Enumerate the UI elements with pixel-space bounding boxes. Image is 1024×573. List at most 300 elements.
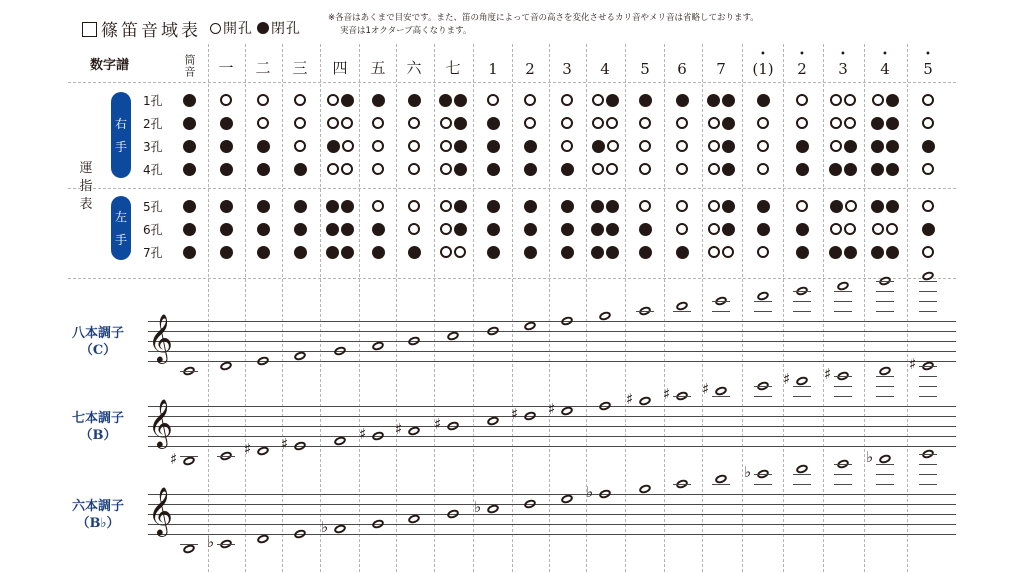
closed-hole-icon	[524, 246, 537, 259]
open-hole-icon	[676, 200, 688, 212]
ledger-line	[876, 291, 894, 292]
closed-hole-icon	[722, 200, 735, 213]
ledger-line	[919, 454, 937, 455]
staff-line	[148, 351, 956, 352]
column-header-label: 3	[838, 60, 848, 78]
column-header-label: 六	[406, 59, 422, 77]
closed-hole-icon	[439, 94, 452, 107]
fingering-cell	[473, 92, 513, 108]
flat-icon: ♭	[321, 518, 329, 536]
fingering-cell	[320, 161, 360, 177]
open-hole-icon	[561, 94, 573, 106]
ledger-line	[834, 396, 852, 397]
closed-hole-icon	[454, 140, 467, 153]
open-hole-icon	[454, 246, 466, 258]
ledger-line	[876, 474, 894, 475]
fingering-cell	[358, 161, 398, 177]
fingering-cell	[823, 115, 863, 131]
ledger-line	[793, 396, 811, 397]
fingering-cell	[358, 244, 398, 260]
treble-clef-icon: 𝄞	[148, 486, 173, 535]
closed-hole-icon	[722, 117, 735, 130]
fingering-cell	[662, 161, 702, 177]
sharp-icon: ♯	[170, 450, 178, 468]
open-hole-icon	[845, 200, 857, 212]
closed-hole-icon	[844, 246, 857, 259]
open-hole-icon	[327, 163, 339, 175]
fingering-cell	[782, 92, 822, 108]
closed-hole-icon	[487, 246, 500, 259]
fingering-cell	[701, 244, 741, 260]
staff-rokuhon	[148, 486, 956, 536]
fingering-cell	[358, 92, 398, 108]
open-hole-icon	[757, 117, 769, 129]
ledger-line	[919, 301, 937, 302]
closed-hole-icon	[341, 246, 354, 259]
closed-hole-icon	[796, 163, 809, 176]
fingering-cell	[823, 138, 863, 154]
left-hand-badge	[111, 196, 131, 260]
open-hole-icon	[294, 140, 306, 152]
fingering-cell	[908, 138, 948, 154]
ledger-line	[919, 366, 937, 367]
closed-hole-icon	[183, 246, 196, 259]
closed-hole-icon	[257, 140, 270, 153]
staff-line	[148, 426, 956, 427]
fingering-cell	[743, 138, 783, 154]
column-header	[627, 44, 663, 84]
closed-hole-icon	[592, 140, 605, 153]
open-hole-icon	[639, 163, 651, 175]
flat-icon: ♭	[207, 533, 215, 551]
left-hand-label-top: 左	[114, 210, 127, 224]
column-header-label: 3	[562, 60, 572, 78]
ledger-line	[919, 464, 937, 465]
column-header	[825, 44, 861, 84]
closed-hole-icon	[829, 246, 842, 259]
staff-line	[148, 514, 956, 515]
legend-closed-label: 閉孔	[271, 21, 301, 37]
column-header	[867, 44, 903, 84]
ledger-line	[673, 396, 691, 397]
fingering-cell	[243, 115, 283, 131]
closed-hole-icon	[722, 163, 735, 176]
fingering-cell	[782, 198, 822, 214]
closed-hole-icon	[606, 94, 619, 107]
key-name: 八本調子	[71, 326, 124, 341]
column-header-label: 1	[488, 60, 498, 78]
fingering-cell	[743, 221, 783, 237]
fingering-cell	[433, 115, 473, 131]
sharp-icon: ♯	[244, 440, 252, 458]
ledger-line	[919, 291, 937, 292]
fingering-cell	[510, 92, 550, 108]
closed-hole-icon	[372, 223, 385, 236]
fingering-cell	[782, 244, 822, 260]
open-hole-icon	[757, 140, 769, 152]
row-divider	[68, 188, 956, 189]
ledger-line	[876, 484, 894, 485]
open-hole-icon	[708, 200, 720, 212]
column-header	[512, 44, 548, 84]
open-hole-icon	[440, 246, 452, 258]
open-hole-icon	[327, 117, 339, 129]
closed-hole-icon	[561, 163, 574, 176]
open-hole-icon	[872, 223, 884, 235]
footnote	[328, 12, 759, 38]
closed-hole-icon	[372, 246, 385, 259]
fingering-cell	[547, 92, 587, 108]
flat-icon: ♭	[744, 463, 752, 481]
square-icon	[82, 22, 97, 37]
fingering-cell	[547, 221, 587, 237]
treble-clef-icon: 𝄞	[148, 398, 173, 447]
fingering-cell	[394, 161, 434, 177]
number-notation-label: 数字譜	[90, 58, 130, 73]
column-header	[664, 44, 700, 84]
open-hole-icon	[676, 140, 688, 152]
open-hole-icon	[440, 200, 452, 212]
fingering-cell	[280, 92, 320, 108]
ledger-line	[834, 376, 852, 377]
open-hole-icon	[561, 117, 573, 129]
fingering-table-label	[78, 160, 94, 214]
ledger-line	[636, 311, 654, 312]
open-hole-icon	[592, 94, 604, 106]
closed-hole-icon	[183, 117, 196, 130]
open-hole-icon	[327, 94, 339, 106]
fingering-cell	[358, 115, 398, 131]
key-label	[58, 325, 138, 359]
open-hole-icon	[210, 23, 221, 34]
open-hole-icon	[708, 117, 720, 129]
closed-hole-icon	[257, 246, 270, 259]
closed-hole-icon	[707, 94, 720, 107]
ledger-line	[754, 484, 772, 485]
fingering-cell	[743, 198, 783, 214]
ledger-line	[180, 371, 198, 372]
fingering-cell	[394, 221, 434, 237]
closed-hole-icon	[886, 140, 899, 153]
closed-hole-icon	[326, 200, 339, 213]
ledger-line	[180, 544, 198, 545]
fingering-cell	[473, 244, 513, 260]
open-hole-icon	[676, 117, 688, 129]
closed-hole-icon	[844, 163, 857, 176]
column-header	[587, 44, 623, 84]
fingering-cell	[433, 198, 473, 214]
open-hole-icon	[796, 94, 808, 106]
hole-label: 4孔	[143, 163, 163, 177]
ledger-line	[834, 291, 852, 292]
fingering-cell	[908, 198, 948, 214]
ledger-line	[754, 386, 772, 387]
legend	[210, 18, 301, 38]
ledger-line	[876, 281, 894, 282]
fingering-cell	[823, 221, 863, 237]
fingering-cell	[394, 92, 434, 108]
fingering-cell	[662, 92, 702, 108]
fingering-cell	[206, 244, 246, 260]
fingering-cell	[320, 115, 360, 131]
closed-hole-icon	[722, 94, 735, 107]
closed-hole-icon	[871, 246, 884, 259]
staff-line	[148, 331, 956, 332]
ledger-line	[876, 464, 894, 465]
column-header	[245, 44, 281, 84]
closed-hole-icon	[606, 246, 619, 259]
fingering-cell	[743, 92, 783, 108]
closed-hole-icon	[676, 94, 689, 107]
column-header	[910, 44, 946, 84]
fingering-cell	[169, 221, 209, 237]
fingering-cell	[243, 161, 283, 177]
fingering-cell	[701, 221, 741, 237]
ledger-line	[919, 386, 937, 387]
open-hole-icon	[592, 163, 604, 175]
closed-hole-icon	[220, 200, 233, 213]
fingering-cell	[320, 92, 360, 108]
open-hole-icon	[372, 140, 384, 152]
staff-line	[148, 361, 956, 362]
ledger-line	[754, 301, 772, 302]
fingering-cell	[662, 198, 702, 214]
flat-icon: ♭	[474, 498, 482, 516]
fingering-cell	[320, 198, 360, 214]
fingering-cell	[206, 92, 246, 108]
fingering-cell	[743, 161, 783, 177]
ledger-line	[876, 396, 894, 397]
closed-hole-icon	[606, 200, 619, 213]
fingering-cell	[743, 115, 783, 131]
fingering-cell	[625, 92, 665, 108]
closed-hole-icon	[886, 163, 899, 176]
right-hand-label-top: 右	[114, 117, 127, 131]
staff-line	[148, 494, 956, 495]
ledger-line	[673, 311, 691, 312]
open-hole-icon	[922, 200, 934, 212]
fingering-cell	[280, 198, 320, 214]
open-hole-icon	[922, 246, 934, 258]
closed-hole-icon	[454, 223, 467, 236]
staff-hachihon	[148, 313, 956, 363]
closed-hole-icon	[922, 223, 935, 236]
open-hole-icon	[708, 246, 720, 258]
fingering-cell	[510, 138, 550, 154]
hole-label: 3孔	[143, 140, 163, 154]
fingering-cell	[625, 161, 665, 177]
footnote-line-1: ※各音はあくまで目安です。また、笛の角度によって音の高さを変化させるカリ音やメリ音は省略しております。	[328, 13, 759, 23]
sharp-icon: ♯	[281, 435, 289, 453]
closed-hole-icon	[722, 223, 735, 236]
fingering-cell	[473, 198, 513, 214]
sharp-icon: ♯	[702, 380, 710, 398]
fingering-cell	[662, 138, 702, 154]
open-hole-icon	[257, 117, 269, 129]
fingering-cell	[473, 115, 513, 131]
closed-hole-icon	[341, 223, 354, 236]
open-hole-icon	[796, 117, 808, 129]
sharp-icon: ♯	[824, 365, 832, 383]
fingering-cell	[865, 161, 905, 177]
ledger-line	[217, 544, 235, 545]
sharp-icon: ♯	[909, 355, 917, 373]
fingering-cell	[358, 198, 398, 214]
fingering-cell	[585, 115, 625, 131]
treble-clef-icon: 𝄞	[148, 313, 173, 362]
right-hand-label-bottom: 手	[114, 140, 127, 154]
fingering-cell	[547, 244, 587, 260]
fingering-cell	[865, 221, 905, 237]
fingering-cell	[865, 92, 905, 108]
key-pitch: （B♭）	[76, 516, 120, 531]
closed-hole-icon	[524, 223, 537, 236]
closed-hole-icon	[183, 94, 196, 107]
ledger-line	[793, 386, 811, 387]
fingering-cell	[701, 115, 741, 131]
fingering-cell	[473, 221, 513, 237]
ledger-line	[876, 376, 894, 377]
ledger-line	[834, 311, 852, 312]
fingering-cell	[701, 92, 741, 108]
closed-hole-icon	[220, 163, 233, 176]
column-header	[435, 44, 471, 84]
key-name: 七本調子	[71, 411, 124, 426]
column-header-label: 七	[445, 59, 461, 77]
staff-line	[148, 446, 956, 447]
closed-hole-icon	[408, 94, 421, 107]
closed-hole-icon	[639, 223, 652, 236]
closed-hole-icon	[561, 246, 574, 259]
closed-hole-icon	[257, 22, 269, 34]
fingering-cell	[585, 221, 625, 237]
key-name: 六本調子	[71, 499, 124, 514]
key-pitch: （B）	[79, 428, 117, 443]
fingering-cell	[320, 221, 360, 237]
ledger-line	[919, 376, 937, 377]
fingering-cell	[625, 115, 665, 131]
fingering-cell	[585, 161, 625, 177]
sharp-icon: ♯	[511, 405, 519, 423]
closed-hole-icon	[561, 200, 574, 213]
fingering-cell	[625, 244, 665, 260]
open-hole-icon	[372, 163, 384, 175]
fingering-cell	[782, 161, 822, 177]
fingering-cell	[280, 115, 320, 131]
fingering-cell	[625, 198, 665, 214]
closed-hole-icon	[591, 246, 604, 259]
open-hole-icon	[676, 223, 688, 235]
fingering-cell	[547, 115, 587, 131]
fingering-cell	[358, 138, 398, 154]
ledger-line	[712, 311, 730, 312]
octave-dot-icon: •	[799, 49, 805, 60]
fingering-cell	[243, 198, 283, 214]
ledger-line	[793, 291, 811, 292]
column-header	[745, 44, 781, 84]
closed-hole-icon	[220, 246, 233, 259]
sharp-icon: ♯	[663, 385, 671, 403]
ledger-line	[919, 474, 937, 475]
key-label	[58, 498, 138, 532]
closed-hole-icon	[326, 223, 339, 236]
fingering-cell	[394, 138, 434, 154]
open-hole-icon	[844, 94, 856, 106]
open-hole-icon	[639, 200, 651, 212]
closed-hole-icon	[757, 223, 770, 236]
closed-hole-icon	[341, 94, 354, 107]
open-hole-icon	[592, 117, 604, 129]
column-header-label: 一	[218, 59, 234, 77]
closed-hole-icon	[183, 223, 196, 236]
open-hole-icon	[722, 246, 734, 258]
fingering-cell	[908, 221, 948, 237]
fingering-cell	[473, 138, 513, 154]
fingering-cell	[662, 115, 702, 131]
sharp-icon: ♯	[783, 370, 791, 388]
open-hole-icon	[830, 140, 842, 152]
open-hole-icon	[294, 94, 306, 106]
fingering-cell	[908, 92, 948, 108]
sharp-icon: ♯	[359, 425, 367, 443]
open-hole-icon	[408, 223, 420, 235]
fingering-cell	[701, 161, 741, 177]
fingering-cell	[280, 244, 320, 260]
ledger-line	[754, 474, 772, 475]
fingering-cell	[782, 138, 822, 154]
fingering-cell	[510, 221, 550, 237]
closed-hole-icon	[408, 246, 421, 259]
open-hole-icon	[408, 117, 420, 129]
staff-line	[148, 524, 956, 525]
fingering-cell	[433, 138, 473, 154]
open-hole-icon	[607, 140, 619, 152]
hole-label: 7孔	[143, 246, 163, 260]
ledger-line	[180, 456, 198, 457]
column-header-label: 2	[797, 60, 807, 78]
closed-hole-icon	[757, 94, 770, 107]
column-header	[208, 44, 244, 84]
hole-label: 2孔	[143, 117, 163, 131]
ledger-line	[834, 474, 852, 475]
sharp-icon: ♯	[626, 390, 634, 408]
open-hole-icon	[294, 117, 306, 129]
open-hole-icon	[757, 246, 769, 258]
closed-hole-icon	[257, 163, 270, 176]
closed-hole-icon	[886, 117, 899, 130]
column-header	[322, 44, 358, 84]
column-header-label: 四	[332, 59, 348, 77]
open-hole-icon	[440, 223, 452, 235]
closed-hole-icon	[676, 246, 689, 259]
column-header	[360, 44, 396, 84]
fingering-cell	[782, 221, 822, 237]
closed-hole-icon	[722, 140, 735, 153]
fingering-cell	[206, 161, 246, 177]
open-hole-icon	[440, 117, 452, 129]
staff-line	[148, 341, 956, 342]
closed-hole-icon	[871, 140, 884, 153]
title-text: 篠笛音域表	[101, 21, 201, 41]
fingering-cell	[243, 138, 283, 154]
ledger-line	[793, 311, 811, 312]
open-hole-icon	[708, 140, 720, 152]
fingering-cell	[865, 198, 905, 214]
fingering-cell	[510, 198, 550, 214]
fingering-cell	[280, 161, 320, 177]
closed-hole-icon	[257, 200, 270, 213]
column-header-label: 7	[716, 60, 726, 78]
